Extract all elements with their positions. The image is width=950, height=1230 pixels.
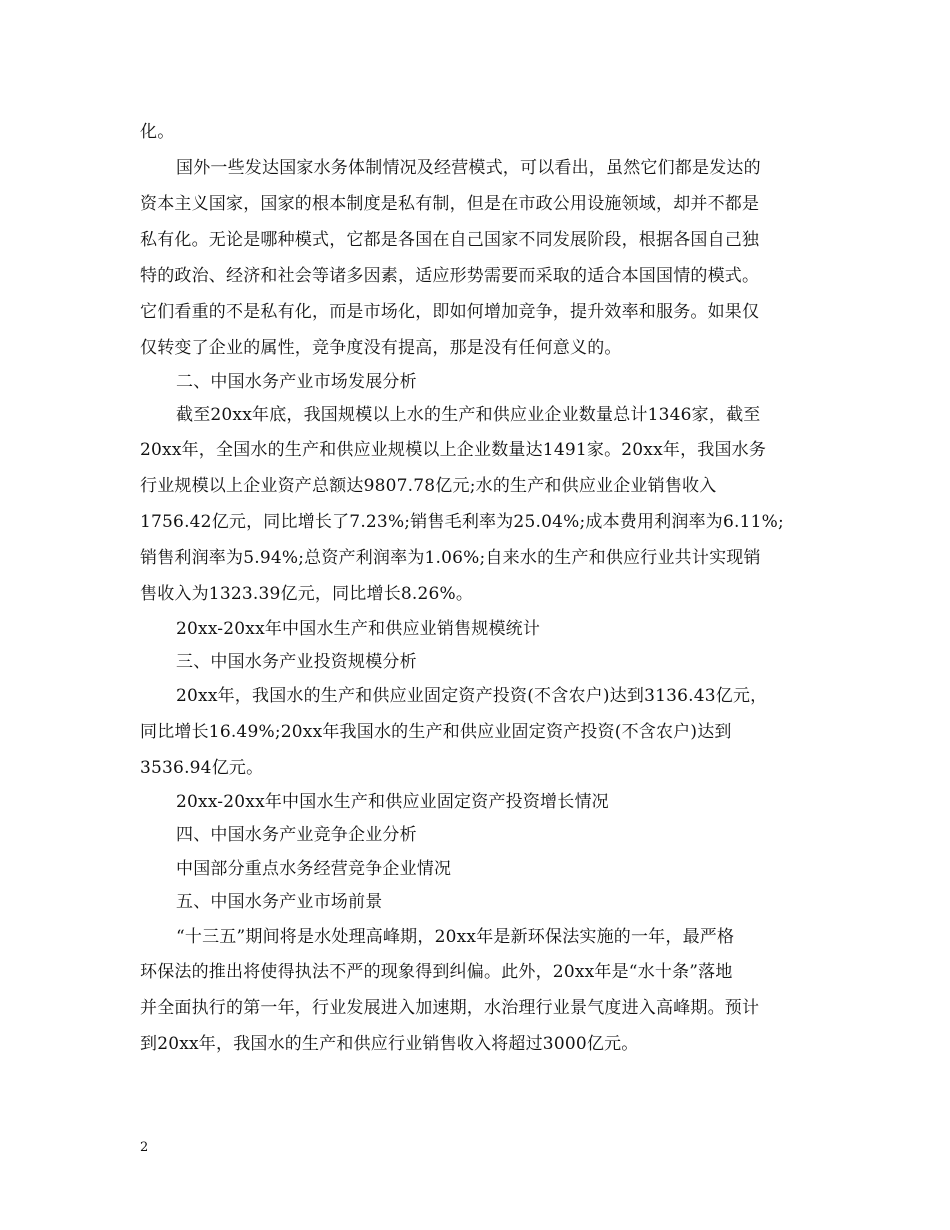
text-line: 售收入为1323.39亿元，同比增长8.26%。 xyxy=(140,584,474,604)
text-line: 资本主义国家，国家的根本制度是私有制，但是在市政公用设施领域，却并不都是 xyxy=(140,194,760,214)
text-line: 它们看重的不是私有化，而是市场化，即如何增加竞争，提升效率和服务。如果仅 xyxy=(140,302,760,322)
page-number: 2 xyxy=(140,1140,149,1155)
text-line: 销售利润率为5.94%;总资产利润率为1.06%;自来水的生产和供应行业共计实现销 xyxy=(140,548,761,568)
section-heading: 四、中国水务产业竞争企业分析 xyxy=(176,825,417,845)
text-line: 特的政治、经济和社会等诸多因素，适应形势需要而采取的适合本国国情的模式。 xyxy=(140,266,760,286)
text-line: 同比增长16.49%;20xx年我国水的生产和供应业固定资产投资(不含农户)达到 xyxy=(140,722,732,742)
text-line: 环保法的推出将使得执法不严的现象得到纠偏。此外，20xx年是“水十条”落地 xyxy=(140,962,733,982)
section-heading: 三、中国水务产业投资规模分析 xyxy=(176,652,417,672)
text-line: 仅转变了企业的属性，竞争度没有提高，那是没有任何意义的。 xyxy=(140,338,622,358)
text-line: “十三五”期间将是水处理高峰期，20xx年是新环保法实施的一年，最严格 xyxy=(176,927,735,947)
text-line: 私有化。无论是哪种模式，它都是各国在自己国家不同发展阶段，根据各国自己独 xyxy=(140,230,760,250)
text-line: 并全面执行的第一年，行业发展进入加速期，水治理行业景气度进入高峰期。预计 xyxy=(140,998,760,1018)
text-line: 化。 xyxy=(140,122,175,142)
figure-caption: 20xx-20xx年中国水生产和供应业销售规模统计 xyxy=(176,619,541,639)
text-line: 20xx年，全国水的生产和供应业规模以上企业数量达1491家。20xx年，我国水务 xyxy=(140,440,767,460)
text-line: 到20xx年，我国水的生产和供应行业销售收入将超过3000亿元。 xyxy=(140,1034,639,1054)
figure-caption: 20xx-20xx年中国水生产和供应业固定资产投资增长情况 xyxy=(176,792,609,812)
text-line: 20xx年，我国水的生产和供应业固定资产投资(不含农户)达到3136.43亿元， xyxy=(176,686,768,706)
section-heading: 五、中国水务产业市场前景 xyxy=(176,892,383,912)
text-line: 3536.94亿元。 xyxy=(140,758,264,778)
text-line: 行业规模以上企业资产总额达9807.78亿元;水的生产和供应业企业销售收入 xyxy=(140,476,717,496)
section-heading: 二、中国水务产业市场发展分析 xyxy=(176,372,417,392)
text-line: 截至20xx年底，我国规模以上水的生产和供应业企业数量总计1346家，截至 xyxy=(176,405,761,425)
text-line: 1756.42亿元，同比增长了7.23%;销售毛利率为25.04%;成本费用利润率为6.11%; xyxy=(140,512,784,532)
text-line: 国外一些发达国家水务体制情况及经营模式，可以看出，虽然它们都是发达的 xyxy=(176,158,761,178)
table-caption: 中国部分重点水务经营竞争企业情况 xyxy=(176,859,452,879)
